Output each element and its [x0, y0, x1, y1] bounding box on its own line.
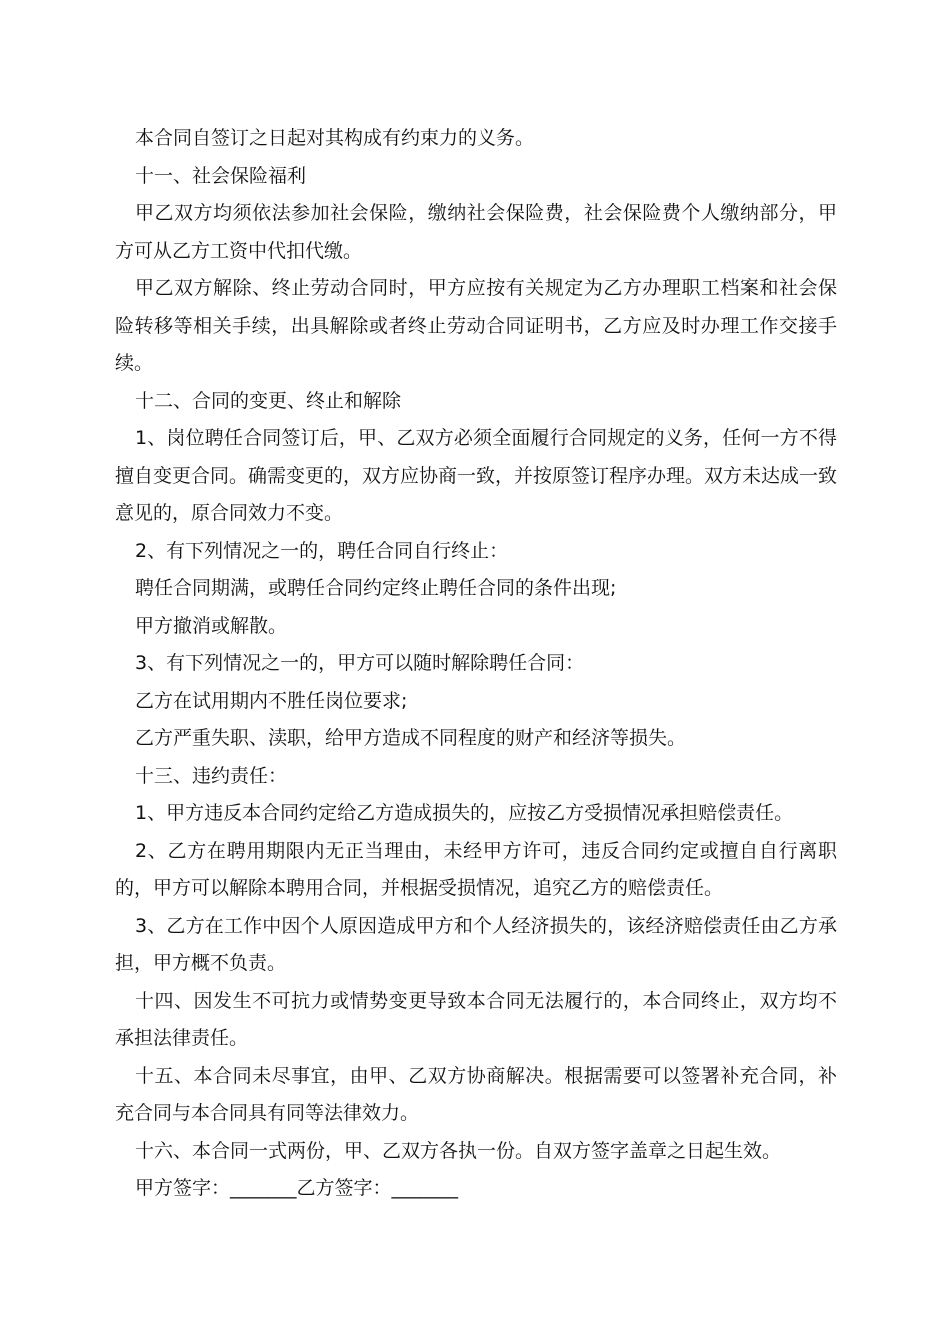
paragraph-clause-13-3: 3、乙方在工作中因个人原因造成甲方和个人经济损失的，该经济赔偿责任由乙方承担，甲方概不负责。 — [115, 914, 837, 974]
paragraph-social-insurance-payment: 甲乙双方均须依法参加社会保险，缴纳社会保险费，社会保险费个人缴纳部分，甲方可从乙方工资中代扣代缴。 — [115, 202, 837, 262]
heading-breach-liability: 十三、违约责任： — [135, 764, 288, 787]
paragraph-clause-12-1: 1、岗位聘任合同签订后，甲、乙双方必须全面履行合同规定的义务，任何一方不得擅自变更合同。确需变更的，双方应协商一致，并按原签订程序办理。双方未达成一致意见的，原合同效力不变。 — [115, 427, 838, 524]
paragraph-clause-13-1: 1、甲方违反本合同约定给乙方造成损失的，应按乙方受损情况承担赔偿责任。 — [135, 802, 794, 824]
paragraph-clause-13-2: 2、乙方在聘用期限内无正当理由，未经甲方许可，违反合同约定或擅自自行离职的，甲方可以解除本聘用合同，并根据受损情况，追究乙方的赔偿责任。 — [115, 839, 837, 899]
paragraph-unresolved-matters: 十五、本合同未尽事宜，由甲、乙双方协商解决。根据需要可以签署补充合同，补充合同与本合同具有同等法律效力。 — [115, 1064, 837, 1124]
paragraph-binding-effect: 本合同自签订之日起对其构成有约束力的义务。 — [135, 127, 535, 149]
heading-contract-change: 十二、合同的变更、终止和解除 — [135, 389, 402, 412]
paragraph-force-majeure: 十四、因发生不可抗力或情势变更导致本合同无法履行的，本合同终止，双方均不承担法律责任。 — [115, 989, 837, 1049]
paragraph-contract-expiry: 聘任合同期满，或聘任合同约定终止聘任合同的条件出现; — [135, 577, 617, 599]
paragraph-copies-effective: 十六、本合同一式两份，甲、乙双方各执一份。自双方签字盖章之日起生效。 — [135, 1139, 782, 1162]
document-body — [115, 120, 837, 1208]
paragraph-clause-12-3: 3、有下列情况之一的，甲方可以随时解除聘任合同： — [135, 652, 585, 674]
paragraph-clause-12-2: 2、有下列情况之一的，聘任合同自行终止： — [135, 539, 509, 562]
signature-line: 甲方签字：_______乙方签字：_______ — [135, 1177, 459, 1199]
paragraph-probation-unfit: 乙方在试用期内不胜任岗位要求; — [135, 689, 408, 712]
heading-social-insurance: 十一、社会保险福利 — [135, 164, 307, 187]
paragraph-serious-negligence: 乙方严重失职、渎职，给甲方造成不同程度的财产和经济等损失。 — [135, 727, 687, 749]
paragraph-party-a-dissolved: 甲方撤消或解散。 — [135, 614, 288, 637]
paragraph-contract-termination-procedures: 甲乙双方解除、终止劳动合同时，甲方应按有关规定为乙方办理职工档案和社会保险转移等相关手续，出具解除或者终止劳动合同证明书，乙方应及时办理工作交接手续。 — [115, 277, 837, 374]
